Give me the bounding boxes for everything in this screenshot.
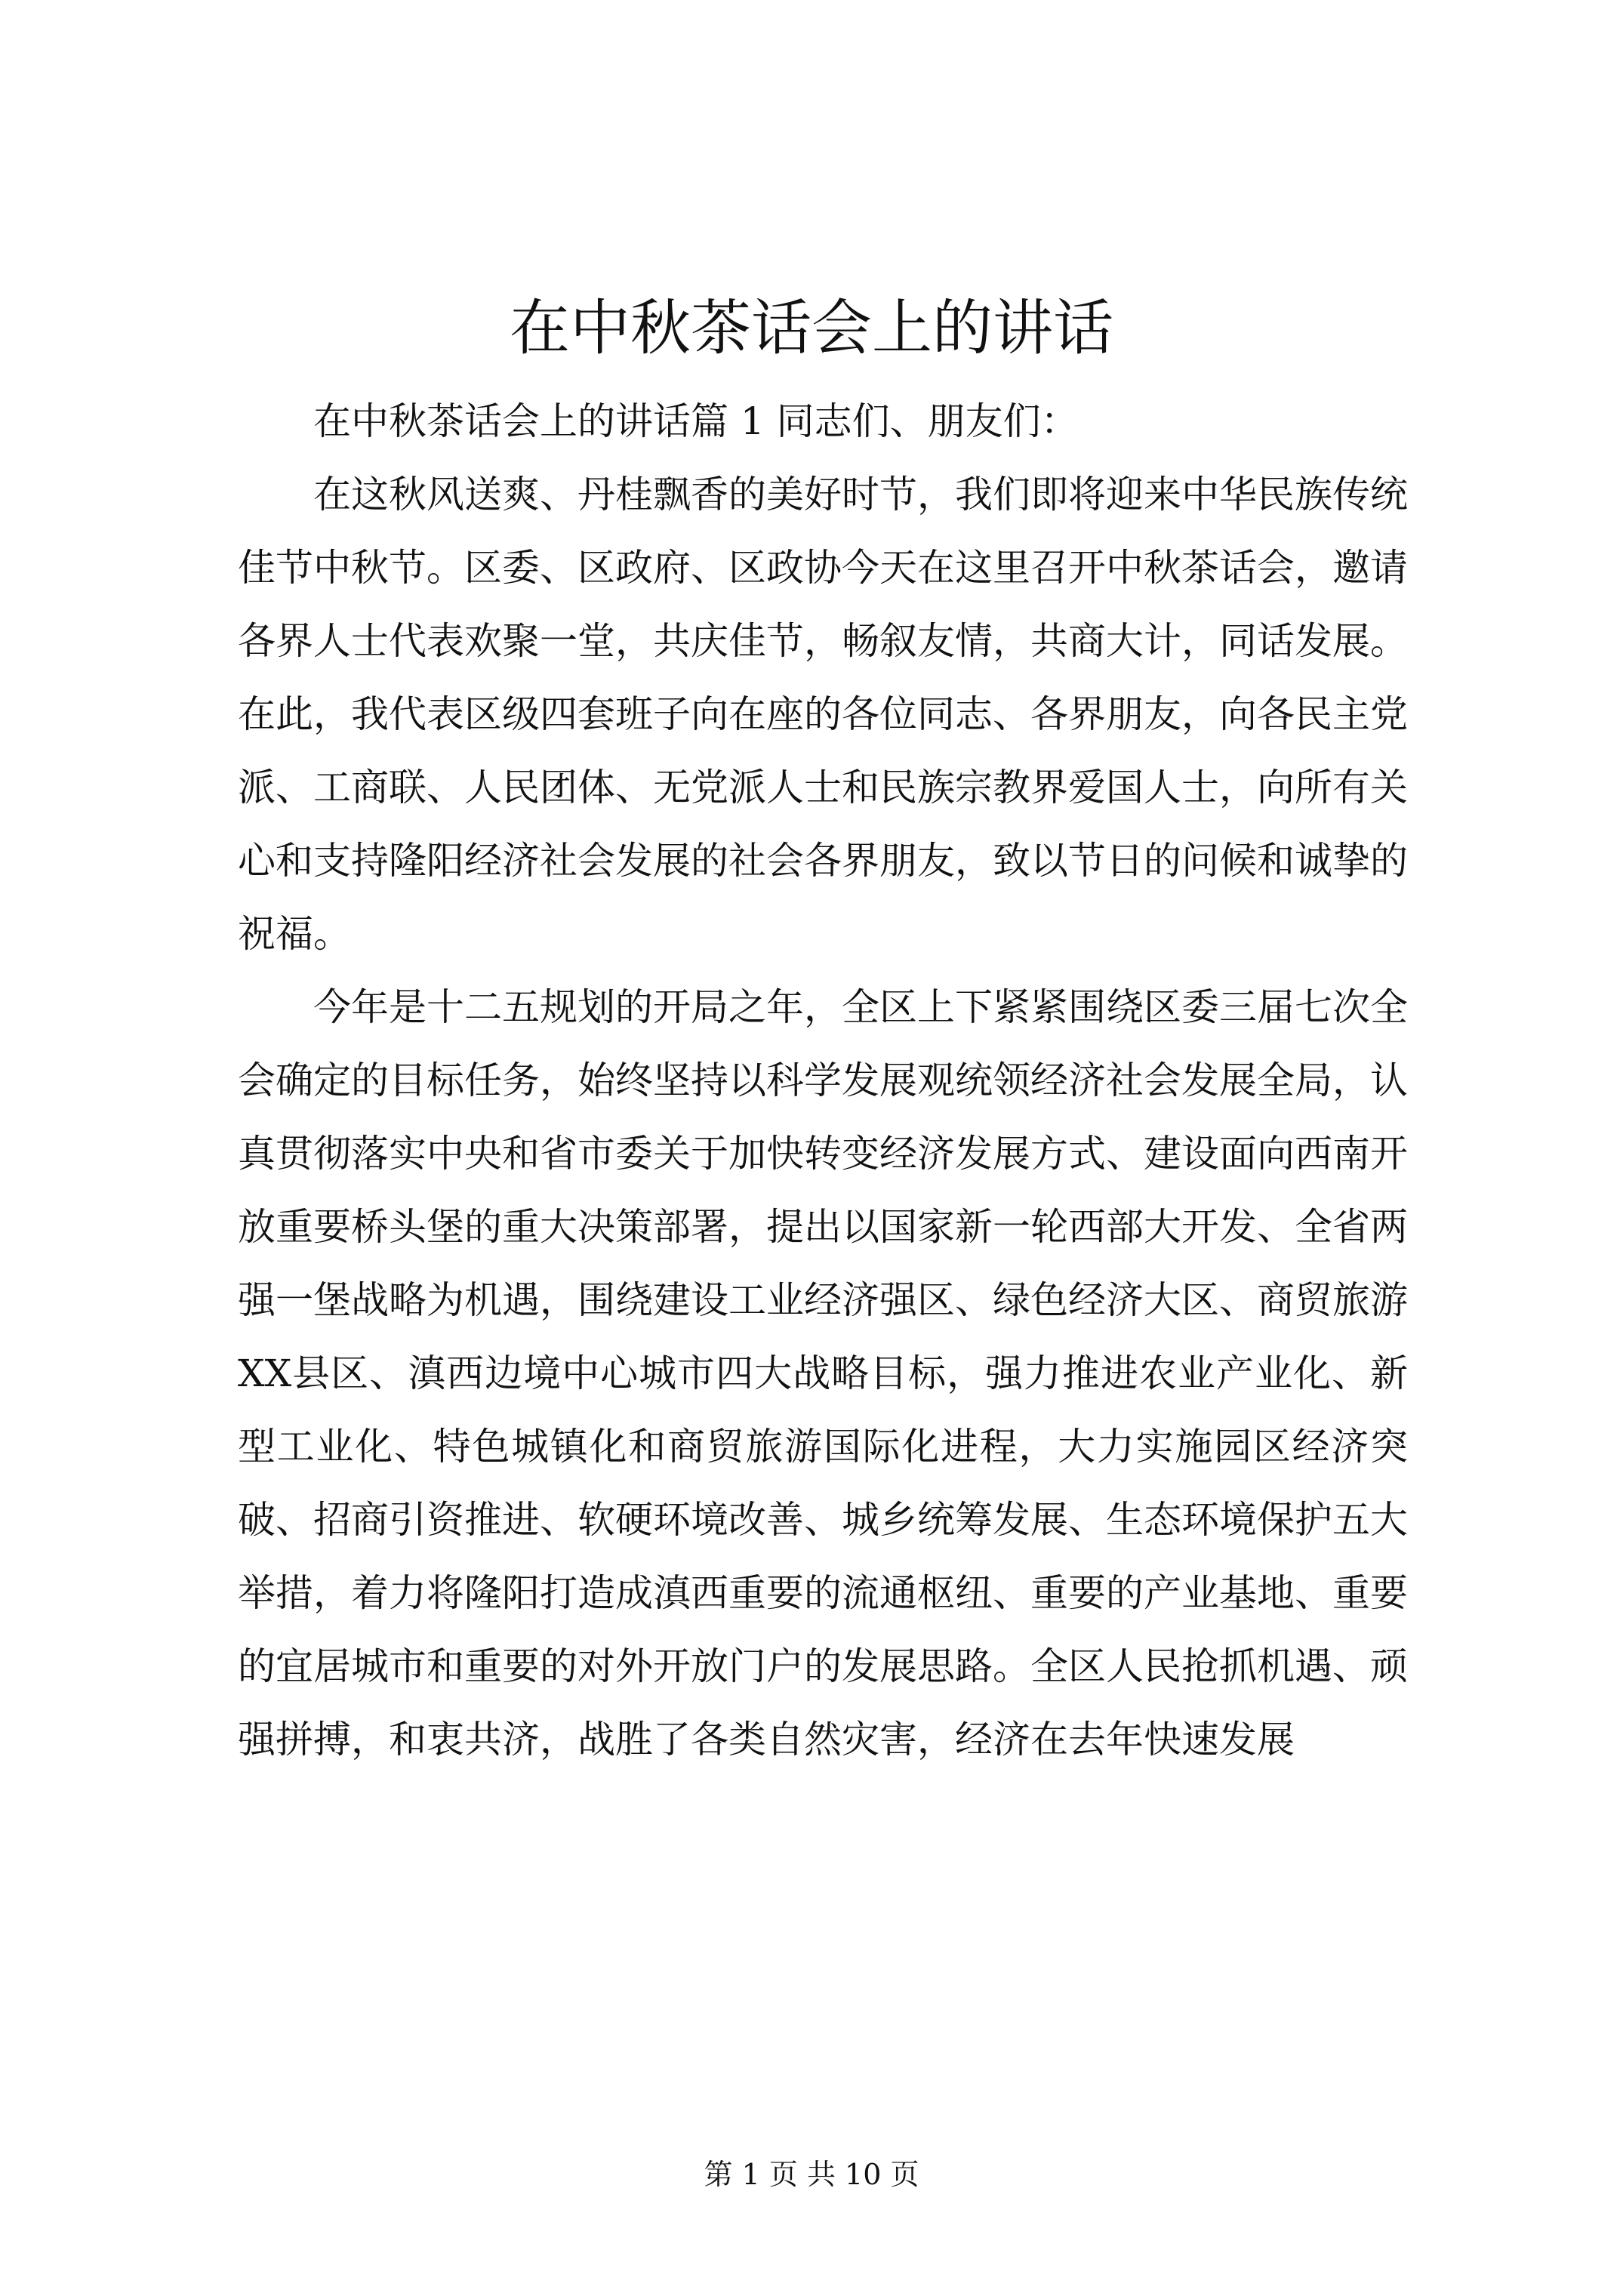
document-body (238, 385, 1408, 1777)
paragraph-greeting: 在中秋茶话会上的讲话篇 1 同志们、朋友们： (313, 399, 1079, 443)
document-title: 在中秋茶话会上的讲话 (510, 293, 1113, 363)
page-footer: 第 1 页 共 10 页 (704, 2158, 919, 2191)
paragraph-review: 今年是十二五规划的开局之年，全区上下紧紧围绕区委三届七次全会确定的目标任务，始终坚持以科学发展观统领经济社会发展全局，认真贯彻落实中央和省市委关于加快转变经济发展方式、建设面向西南开放重要桥头堡的重大决策部署，提出以国家新一轮西部大开发、全省两强一堡战略为机遇，围绕建设工业经济强区、绿色经济大区、商贸旅游XX县区、滇西边境中心城市四大战略目标，强力推进农业产业化、新型工业化、特色城镇化和商贸旅游国际化进程，大力实施园区经济突破、招商引资推进、软硬环境改善、城乡统筹发展、生态环境保护五大举措，着力将隆阳打造成滇西重要的流通枢纽、重要的产业基地、重要的宜居城市和重要的对外开放门户的发展思路。全区人民抢抓机遇、顽强拼搏，和衷共济，战胜了各类自然灾害，经济在去年快速发展 (238, 985, 1408, 1761)
paragraph-opening: 在这秋风送爽、丹桂飘香的美好时节，我们即将迎来中华民族传统佳节中秋节。区委、区政府、区政协今天在这里召开中秋茶话会，邀请各界人士代表欢聚一堂，共庆佳节，畅叙友情，共商大计，同话发展。在此，我代表区级四套班子向在座的各位同志、各界朋友，向各民主党派、工商联、人民团体、无党派人士和民族宗教界爱国人士，向所有关心和支持隆阳经济社会发展的社会各界朋友，致以节日的问候和诚挚的祝福。 (238, 473, 1408, 956)
